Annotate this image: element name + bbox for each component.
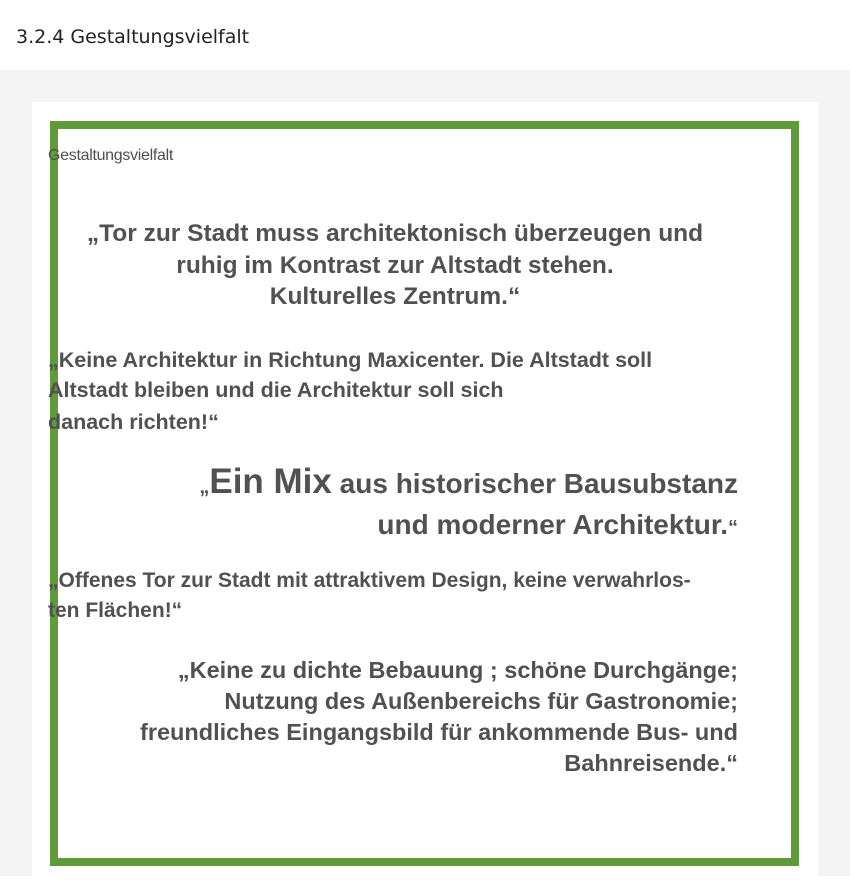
quote-line: Nutzung des Außenbereichs für Gastronomie;: [224, 688, 738, 714]
quote-line: freundliches Eingangsbild für ankommende Bus- und: [140, 719, 738, 745]
quote-emphasis: Ein Mix: [209, 462, 332, 501]
quote-offenes-tor: [48, 566, 738, 626]
quote-keine-architektur: [48, 345, 738, 437]
quote-line: ten Flächen!“: [48, 599, 183, 622]
quote-line: ruhig im Kontrast zur Altstadt stehen.: [176, 251, 614, 279]
quote-line: „Tor zur Stadt muss architektonisch überzeugen und: [86, 220, 704, 247]
quote-line: Bahnreisende.“: [564, 750, 738, 776]
quote-line: „Keine Architektur in Richtung Maxicenter. Die Altstadt soll: [48, 348, 653, 372]
page-header: [0, 0, 850, 70]
quote-keine-dichte-bebauung: [48, 655, 738, 779]
quote-line: danach richten!“: [48, 410, 219, 434]
quote-text: und moderner Architektur.: [377, 509, 728, 540]
quote-line: Altstadt bleiben und die Architektur soll sich: [48, 378, 504, 402]
section-title: 3.2.4 Gestaltungsvielfalt: [16, 26, 250, 48]
quote-tor-zur-stadt: [50, 218, 740, 313]
quote-line: „Keine zu dichte Bebauung ; schöne Durchgänge;: [177, 657, 738, 683]
quote-line: [48, 506, 738, 547]
closing-quote-mark: “: [728, 517, 738, 539]
quote-line: Kulturelles Zentrum.“: [269, 283, 521, 310]
quote-line: [48, 463, 738, 506]
quote-text: aus historischer Bausubstanz: [331, 468, 738, 499]
quote-ein-mix: [48, 463, 738, 547]
quote-line: „Offenes Tor zur Stadt mit attraktivem Design, keine verwahrlos-: [48, 569, 691, 592]
figure-label: Gestaltungsvielfalt: [48, 147, 174, 164]
opening-quote-mark: „: [199, 476, 210, 498]
